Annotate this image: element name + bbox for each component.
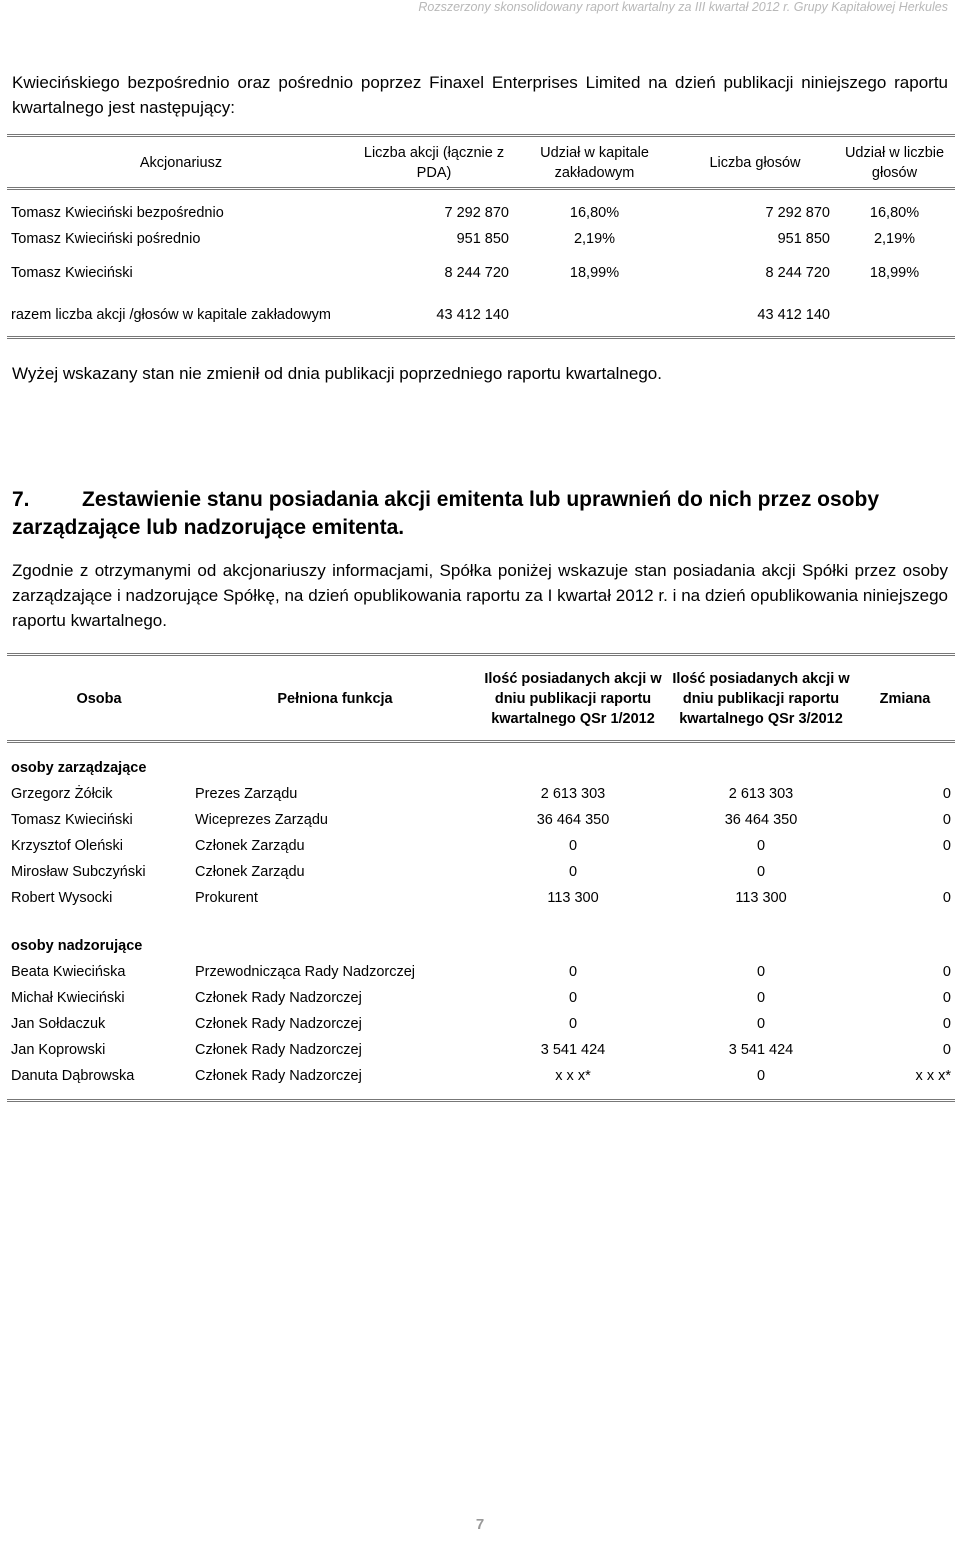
holdings-table-header <box>7 658 955 742</box>
col-votes: Liczba głosów <box>709 155 801 171</box>
table-row: Danuta Dąbrowska Członek Rady Nadzorczej x x x* 0 x x x* <box>11 1068 951 1084</box>
holdings-table <box>7 653 955 1104</box>
col-function: Pełniona funkcja <box>277 691 393 707</box>
section-number: 7. <box>12 488 30 511</box>
col-change: Zmiana <box>879 691 931 707</box>
table-row: Tomasz Kwieciński Wiceprezes Zarządu 36 464 350 36 464 350 0 <box>11 812 951 828</box>
col-shareholder: Akcjonariusz <box>139 155 223 171</box>
table-row: Beata Kwiecińska Przewodnicząca Rady Nadzorczej 0 0 0 <box>11 964 951 980</box>
table-row: Mirosław Subczyński Członek Zarządu 0 0 <box>11 864 766 880</box>
section-title: Zestawienie stanu posiadania akcji emitenta lub uprawnień do nich przez osoby zarządzające lub nadzorujące emitenta. <box>12 488 880 539</box>
table-row: Krzysztof Oleński Członek Zarządu 0 0 0 <box>11 838 951 854</box>
section-paragraph: Zgodnie z otrzymanymi od akcjonariuszy informacjami, Spółka poniżej wskazuje stan posiadania akcji Spółki przez osoby zarządzające i nadzorujące Spółkę, na dzień opublikowania raportu za I kwartał 2012 r. i na dzień opublikowania niniejszego raportu kwartalnego. <box>12 561 948 630</box>
shareholder-table-header <box>7 139 955 189</box>
col-capital-share: Udział w kapitale zakładowym <box>540 145 649 181</box>
shareholder-table <box>7 134 955 341</box>
col-q3: Ilość posiadanych akcji w dniu publikacji raportu kwartalnego QSr 3/2012 <box>672 671 850 727</box>
col-person: Osoba <box>76 691 122 707</box>
section-heading <box>12 486 948 542</box>
table-row: Tomasz Kwieciński bezpośrednio 7 292 870 16,80% 7 292 870 16,80% <box>11 205 920 221</box>
col-q1: Ilość posiadanych akcji w dniu publikacji raportu kwartalnego QSr 1/2012 <box>484 671 662 727</box>
col-vote-share: Udział w liczbie głosów <box>844 145 945 181</box>
table-row: Tomasz Kwieciński 8 244 720 18,99% 8 244 720 18,99% <box>11 265 920 281</box>
status-note: Wyżej wskazany stan nie zmienił od dnia publikacji poprzedniego raportu kwartalnego. <box>12 364 662 383</box>
group-management: osoby zarządzające <box>11 760 147 776</box>
intro-text: Kwiecińskiego bezpośrednio oraz pośrednio poprzez Finaxel Enterprises Limited na dzień publikacji niniejszego raportu kwartalnego jest następujący: <box>12 73 948 117</box>
table-row: Jan Koprowski Członek Rady Nadzorczej 3 541 424 3 541 424 0 <box>11 1042 951 1058</box>
group-supervisory: osoby nadzorujące <box>11 938 143 954</box>
col-shares: Liczba akcji (łącznie z PDA) <box>363 145 505 181</box>
table-row: Tomasz Kwieciński pośrednio 951 850 2,19% 951 850 2,19% <box>11 231 916 247</box>
page-number: 7 <box>475 1516 485 1533</box>
table-row: Michał Kwieciński Członek Rady Nadzorczej 0 0 0 <box>11 990 951 1006</box>
total-row: razem liczba akcji /głosów w kapitale zakładowym 43 412 140 43 412 140 <box>11 307 830 323</box>
table-row: Robert Wysocki Prokurent 113 300 113 300 0 <box>11 890 951 906</box>
running-header: Rozszerzony skonsolidowany raport kwartalny za III kwartał 2012 r. Grupy Kapitałowej Herkules <box>418 0 948 14</box>
table-row: Grzegorz Żółcik Prezes Zarządu 2 613 303 2 613 303 0 <box>11 786 951 802</box>
table-row: Jan Sołdaczuk Członek Rady Nadzorczej 0 0 0 <box>11 1016 951 1032</box>
